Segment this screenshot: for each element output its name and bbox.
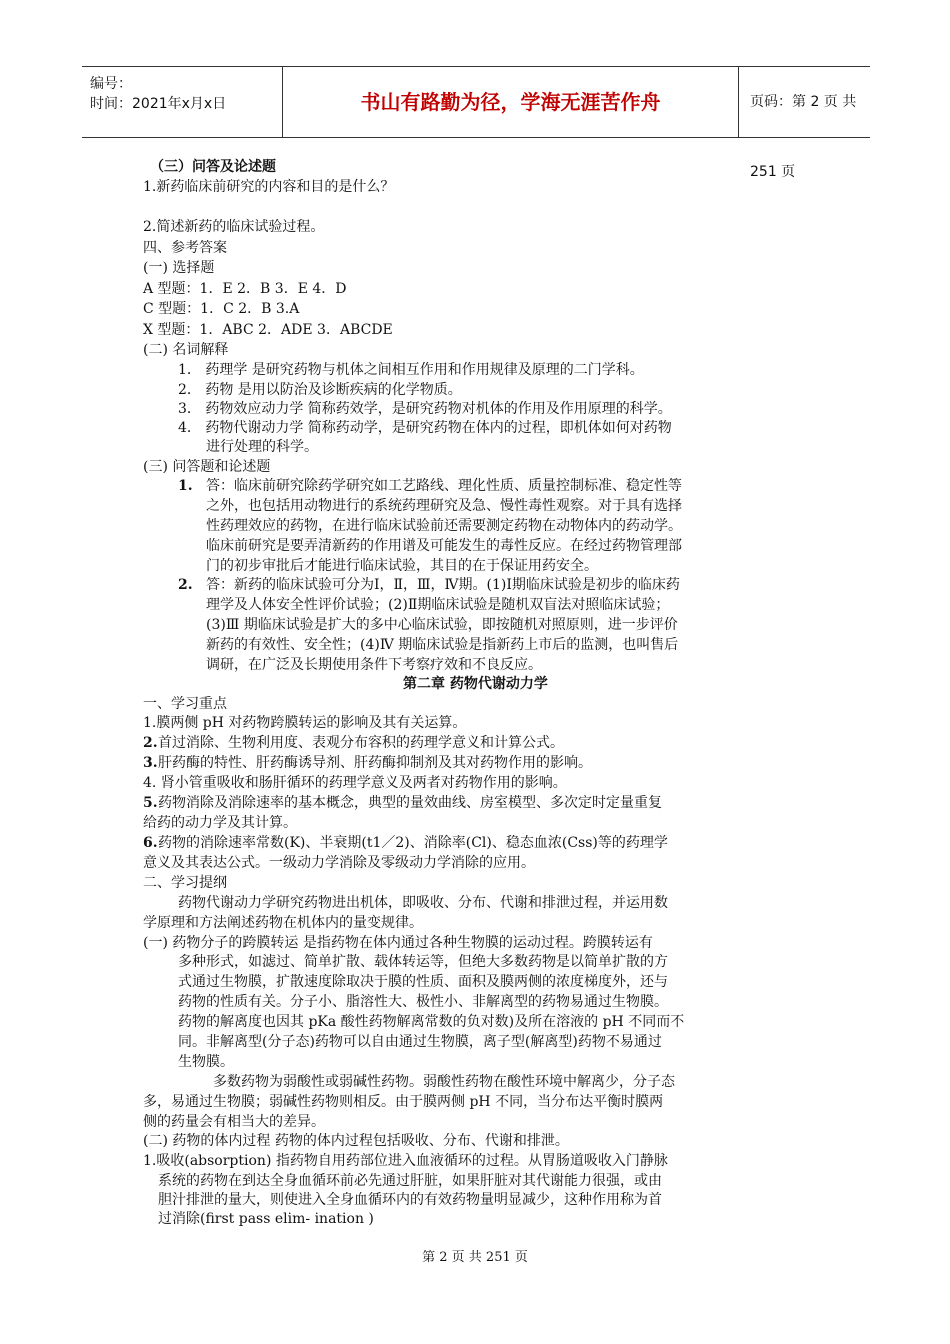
key-point: 首过消除、生物利用度、表观分布容积的药理学意义和计算公式。 xyxy=(158,735,564,751)
key-point: 药物消除及消除速率的基本概念，典型的量效曲线、房室模型、多次定时定量重复 xyxy=(158,795,662,811)
section-heading: 一、学习重点 xyxy=(143,696,227,712)
answer-paragraph: (3)Ⅲ 期临床试验是扩大的多中心临床试验，即按随机对照原则，进一步评价 xyxy=(206,617,678,633)
list-number: 5. xyxy=(143,795,158,811)
answer-line: C 型题：1．C 2．B 3.A xyxy=(143,301,300,317)
page-footer: 第 2 页 共 251 页 xyxy=(422,1250,528,1265)
key-point: 肝药酶的特性、肝药酶诱导剂、肝药酶抑制剂及其对药物作用的影响。 xyxy=(158,755,592,771)
answer-paragraph: 答：临床前研究除药学研究如工艺路线、理化性质、质量控制标准、稳定性等 xyxy=(206,478,682,494)
code-label: 编号： xyxy=(90,76,132,92)
answer-paragraph: 理学及人体安全性评价试验；(2)Ⅱ期临床试验是随机双盲法对照临床试验； xyxy=(206,597,670,613)
list-number: 3. xyxy=(143,755,158,771)
body-paragraph: 过消除(first pass elim- ination ) xyxy=(158,1211,374,1227)
body-paragraph: (一) 药物分子的跨膜转运 是指药物在体内通过各种生物膜的运动过程。跨膜转运有 xyxy=(143,935,653,951)
list-number: 2. xyxy=(143,735,158,751)
term-definition: 2． 药物 是用以防治及诊断疾病的化学物质。 xyxy=(178,382,462,398)
body-paragraph: 多，易通过生物膜；弱碱性药物则相反。由于膜两侧 pH 不同，当分布达平衡时膜两 xyxy=(143,1094,664,1110)
answer-paragraph: 调研，在广泛及长期使用条件下考察疗效和不良反应。 xyxy=(206,657,542,673)
subsection-heading: (一) 选择题 xyxy=(143,260,215,276)
term-definition: 4． 药物代谢动力学 简称药动学，是研究药物在体内的过程，即机体如何对药物 xyxy=(178,420,672,436)
body-paragraph: 多数药物为弱酸性或弱碱性药物。弱酸性药物在酸性环境中解离少，分子态 xyxy=(213,1074,675,1090)
question-1: 1.新药临床前研究的内容和目的是什么？ xyxy=(143,179,395,195)
answer-paragraph: 门的初步审批后才能进行临床试验，其目的在于保证用药安全。 xyxy=(206,558,598,574)
answer-paragraph: 新药的有效性、安全性；(4)Ⅳ 期临床试验是指新药上市后的监测，也叫售后 xyxy=(206,637,679,653)
body-paragraph: 药物代谢动力学研究药物进出机体，即吸收、分布、代谢和排泄过程，并运用数 xyxy=(178,895,668,911)
answer-paragraph: 性药理效应的药物，在进行临床试验前还需要测定药物在动物体内的药动学。 xyxy=(206,518,682,534)
key-point: 1.膜两侧 pH 对药物跨膜转运的影响及其有关运算。 xyxy=(143,715,467,731)
section-heading: （三）问答及论述题 xyxy=(150,159,276,175)
body-paragraph: 多种形式，如滤过、简单扩散、载体转运等，但绝大多数药物是以简单扩散的方 xyxy=(178,954,668,970)
key-point: 4. 肾小管重吸收和肠肝循环的药理学意义及两者对药物作用的影响。 xyxy=(143,775,567,791)
answer-line: A 型题：1．E 2．B 3．E 4．D xyxy=(143,281,347,297)
answer-paragraph: 临床前研究是要弄清新药的作用谱及可能发生的毒性反应。在经过药物管理部 xyxy=(206,538,682,554)
body-paragraph: 学原理和方法阐述药物在机体内的量变规律。 xyxy=(143,915,423,931)
body-paragraph: 生物膜。 xyxy=(178,1054,234,1070)
answer-paragraph: 答：新药的临床试验可分为Ⅰ，Ⅱ，Ⅲ，Ⅳ期。(1)Ⅰ期临床试验是初步的临床药 xyxy=(206,577,680,593)
list-number: 6. xyxy=(143,835,158,851)
term-definition: 3． 药物效应动力学 简称药效学，是研究药物对机体的作用及作用原理的科学。 xyxy=(178,401,672,417)
term-definition: 进行处理的科学。 xyxy=(206,439,318,455)
answer-line: X 型题：1．ABC 2．ADE 3．ABCDE xyxy=(143,322,393,338)
body-paragraph: 系统的药物在到达全身血循环前必先通过肝脏，如果肝脏对其代谢能力很强，或由 xyxy=(158,1173,662,1189)
page-label: 页码：第 2 页 共 251 页 xyxy=(750,94,857,180)
key-point: 药物的消除速率常数(K)、半衰期(t1／2)、消除率(Cl)、稳态血浓(Css)等的药理学 xyxy=(158,835,668,851)
section-heading: 二、学习提纲 xyxy=(143,875,227,891)
list-number: 1. xyxy=(178,478,193,494)
body-paragraph: 药物的性质有关。分子小、脂溶性大、极性小、非解离型的药物易通过生物膜。 xyxy=(178,994,668,1010)
body-paragraph: 式通过生物膜，扩散速度除取决于膜的性质、面积及膜两侧的浓度梯度外，还与 xyxy=(178,974,668,990)
section-heading: 四、参考答案 xyxy=(143,240,227,256)
body-paragraph: (二) 药物的体内过程 药物的体内过程包括吸收、分布、代谢和排泄。 xyxy=(143,1133,569,1149)
subsection-heading: (三) 问答题和论述题 xyxy=(143,459,271,475)
motto: 书山有路勤为径，学海无涯苦作舟 xyxy=(283,67,739,137)
key-point: 给药的动力学及其计算。 xyxy=(143,815,297,831)
body-paragraph: 1.吸收(absorption) 指药物自用药部位进入血液循环的过程。从胃肠道吸收入门静脉 xyxy=(143,1153,668,1169)
time-label: 时间：2021年x月x日 xyxy=(90,96,227,112)
body-paragraph: 胆汁排泄的量大，则使进入全身血循环内的有效药物量明显减少，这种作用称为首 xyxy=(158,1192,662,1208)
term-definition: 1． 药理学 是研究药物与机体之间相互作用和作用规律及原理的二门学科。 xyxy=(178,362,644,378)
key-point: 意义及其表达公式。一级动力学消除及零级动力学消除的应用。 xyxy=(143,855,535,871)
header-info-cell xyxy=(82,67,283,137)
body-paragraph: 同。非解离型(分子态)药物可以自由通过生物膜，离子型(解离型)药物不易通过 xyxy=(178,1034,662,1050)
answer-paragraph: 之外，也包括用动物进行的系统药理研究及急、慢性毒性观察。对于具有选择 xyxy=(206,498,682,514)
list-number: 2. xyxy=(178,577,193,593)
question-2: 2.简述新药的临床试验过程。 xyxy=(143,219,325,235)
subsection-heading: (二) 名词解释 xyxy=(143,342,229,358)
body-paragraph: 药物的解离度也因其 pKa 酸性药物解离常数的负对数)及所在溶液的 pH 不同而不 xyxy=(178,1014,685,1030)
chapter-title: 第二章 药物代谢动力学 xyxy=(403,676,548,692)
body-paragraph: 侧的药量会有相当大的差异。 xyxy=(143,1114,325,1130)
